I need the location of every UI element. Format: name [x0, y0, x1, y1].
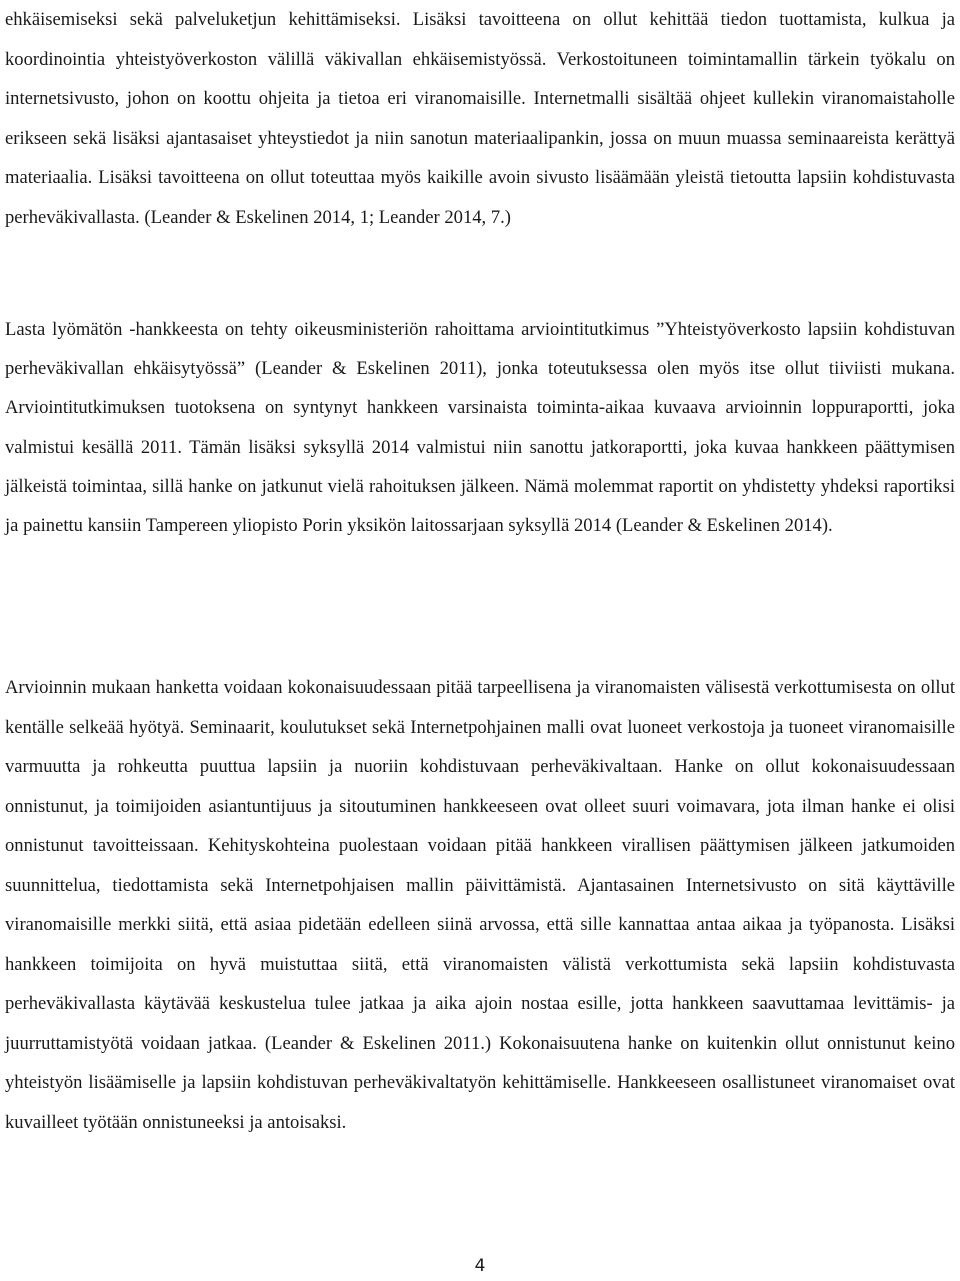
body-paragraph-2: Lasta lyömätön -hankkeesta on tehty oikeusministeriön rahoittama arviointitutkimus ”Yhteistyöverkosto lapsiin kohdistuvan perheväkivallan ehkäisytyössä” (Leander & Eskelinen 2011), jonka toteutuksessa olen myös itse ollut tiiviisti mukana. Arviointitutkimuksen tuotoksena on syntynyt hankkeen varsinaista toiminta-aikaa kuvaava arvioinnin loppuraportti, joka valmistui kesällä 2011. Tämän lisäksi syksyllä 2014 valmistui niin sanottu jatkoraportti, joka kuvaa hankkeen päättymisen jälkeistä toimintaa, sillä hanke on jatkunut vielä rahoituksen jälkeen. Nämä molemmat raportit on yhdistetty yhdeksi raportiksi ja painettu kansiin Tampereen yliopisto Porin yksikön laitossarjaan syksyllä 2014 (Leander & Eskelinen 2014).: [5, 319, 955, 537]
body-paragraph-3: Arvioinnin mukaan hanketta voidaan kokonaisuudessaan pitää tarpeellisena ja viranomaisten välisestä verkottumisesta on ollut kentälle selkeää hyötyä. Seminaarit, koulutukset sekä Internetpohjainen malli ovat luoneet verkostoja ja tuoneet viranomaisille varmuutta ja rohkeutta puuttua lapsiin ja nuoriin kohdistuvaan perheväkivaltaan. Hanke on ollut kokonaisuudessaan onnistunut, ja toimijoiden asiantuntijuus ja sitoutuminen hankkeeseen ovat olleet suuri voimavara, jota ilman hanke ei olisi onnistunut tavoitteissaan. Kehityskohteina puolestaan voidaan pitää hankkeen virallisen päättymisen jälkeen jatkumoiden suunnittelua, tiedottamista sekä Internetpohjaisen mallin päivittämistä. Ajantasainen Internetsivusto on sitä käyttäville viranomaisille merkki siitä, että asiaa pidetään edelleen siinä arvossa, että sille kannattaa antaa aikaa ja työpanosta. Lisäksi hankkeen toimijoita on hyvä muistuttaa siitä, että viranomaisten välistä verkottumista sekä lapsiin kohdistuvasta perheväkivallasta käytävää keskustelua tulee jatkaa ja aika ajoin nostaa esille, jotta hankkeen saavuttamaa levittämis- ja juurruttamistyötä voidaan jatkaa. (Leander & Eskelinen 2011.) Kokonaisuutena hanke on kuitenkin ollut onnistunut keino yhteistyön lisäämiselle ja lapsiin kohdistuvan perheväkivaltatyön kehittämiselle. Hankkeeseen osallistuneet viranomaiset ovat kuvailleet työtään onnistuneeksi ja antoisaksi.: [5, 677, 955, 1133]
page-number: 4: [474, 1256, 486, 1276]
body-paragraph-1: ehkäisemiseksi sekä palveluketjun kehittämiseksi. Lisäksi tavoitteena on ollut kehittää tiedon tuottamista, kulkua ja koordinointia yhteistyöverkoston välillä väkivallan ehkäisemistyössä. Verkostoituneen toimintamallin tärkein työkalu on internetsivusto, johon on koottu ohjeita ja tietoa eri viranomaisille. Internetmalli sisältää ohjeet kullekin viranomaistaholle erikseen sekä lisäksi ajantasaiset yhteystiedot ja niin sanotun materiaalipankin, jossa on muun muassa seminaareista kerättyä materiaalia. Lisäksi tavoitteena on ollut toteuttaa myös kaikille avoin sivusto lisäämään yleistä tietoutta lapsiin kohdistuvasta perheväkivallasta. (Leander & Eskelinen 2014, 1; Leander 2014, 7.): [5, 9, 955, 228]
